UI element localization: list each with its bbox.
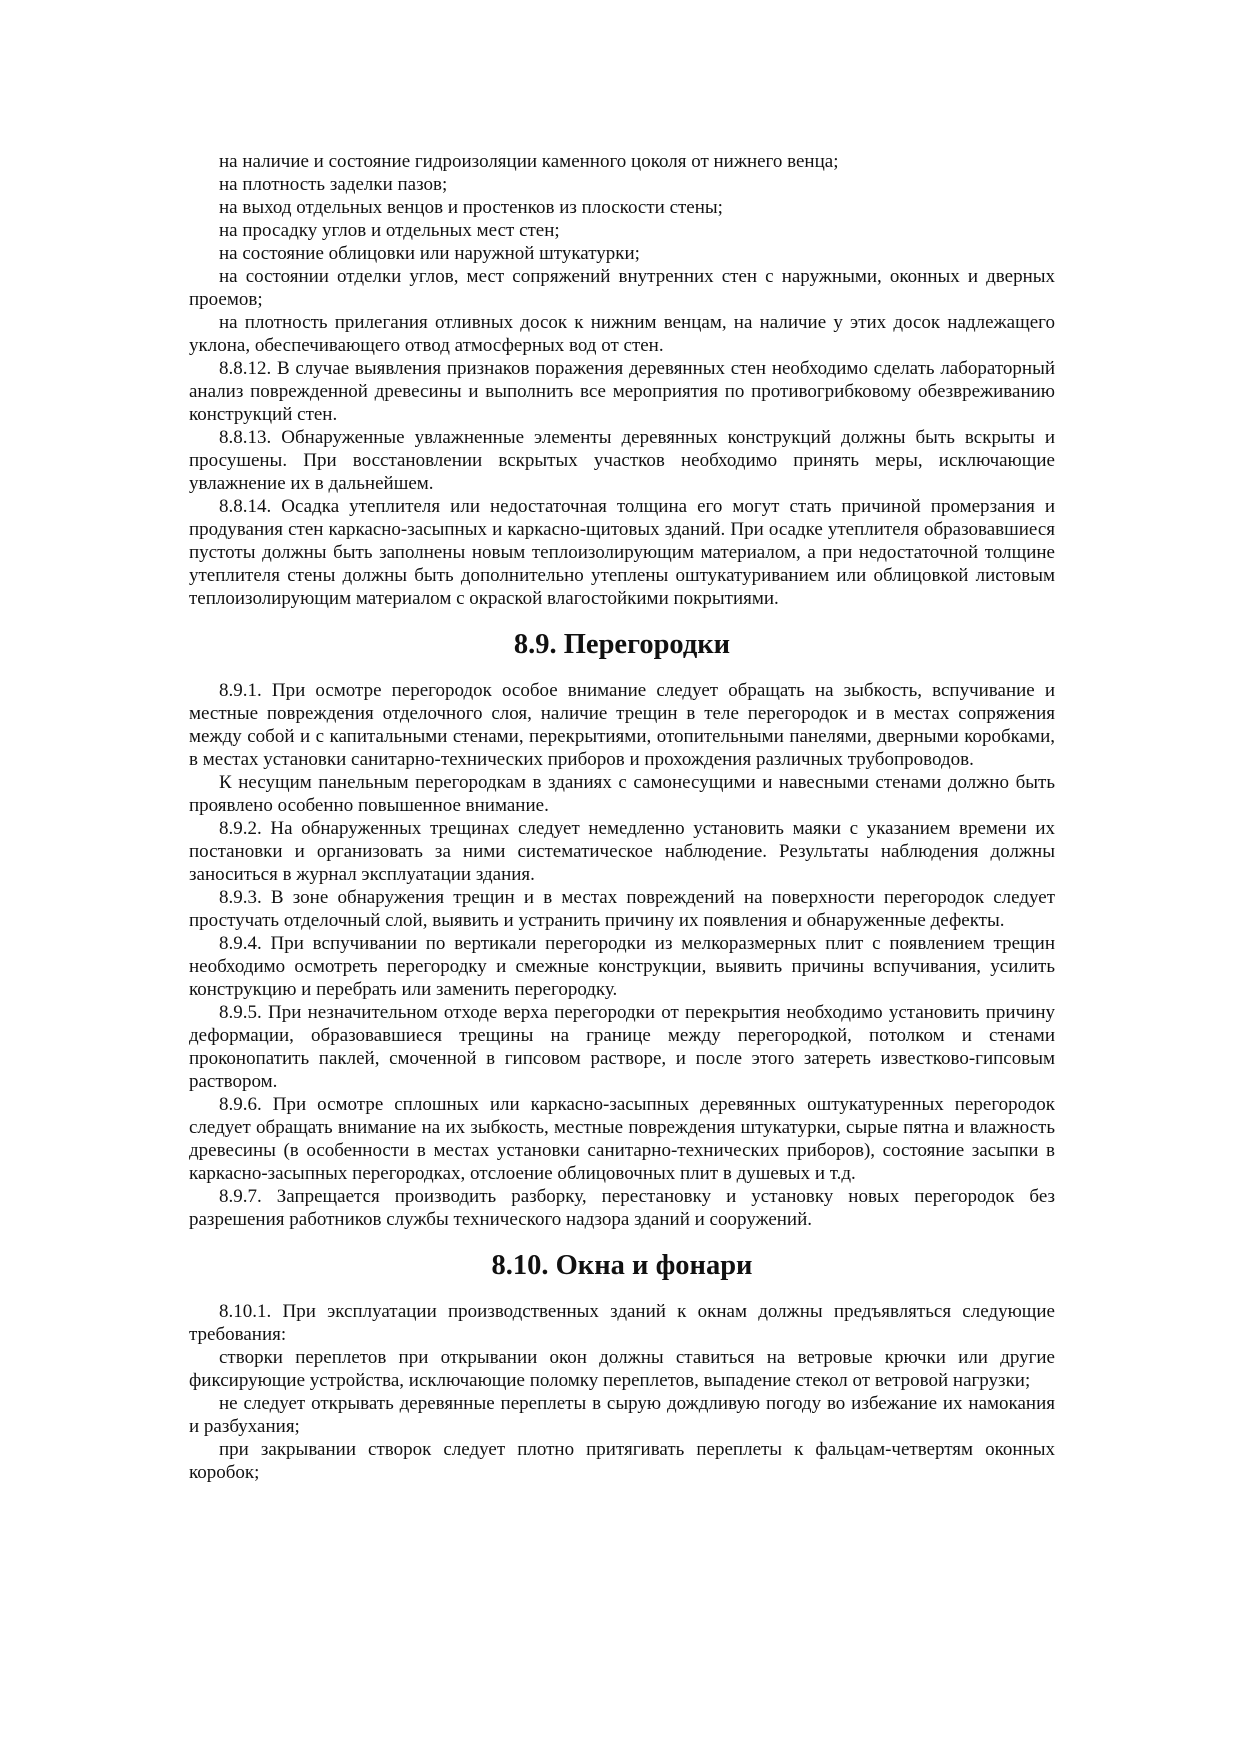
list-item: на плотность заделки пазов; [219, 174, 448, 195]
list-item: на плотность прилегания отливных досок к нижним венцам, на наличие у этих досок надлежащего уклона, обеспечивающего отвод атмосферных вод от стен. [189, 312, 1055, 356]
paragraph-8-9-7: 8.9.7. Запрещается производить разборку, перестановку и установку новых перегородок без разрешения работников службы технического надзора зданий и сооружений. [189, 1186, 1055, 1230]
paragraph-8-8-13: 8.8.13. Обнаруженные увлажненные элементы деревянных конструкций должны быть вскрыты и просушены. При восстановлении вскрытых участков необходимо принять меры, исключающие увлажнение их в дальнейшем. [189, 427, 1055, 494]
document-page [189, 150, 1055, 1484]
list-item: створки переплетов при открывании окон должны ставиться на ветровые крючки или другие фиксирующие устройства, исключающие поломку переплетов, выпадение стекол от ветровой нагрузки; [189, 1347, 1055, 1391]
paragraph-8-9-1: 8.9.1. При осмотре перегородок особое внимание следует обращать на зыбкость, вспучивание и местные повреждения отделочного слоя, наличие трещин в теле перегородок и в местах сопряжения между собой и с капитальными стенами, перекрытиями, отопительными панелями, дверными коробками, в местах установки санитарно-технических приборов и прохождения различных трубопроводов. [189, 680, 1055, 770]
list-item: на состояние облицовки или наружной штукатурки; [219, 243, 640, 264]
wall-inspection-block [189, 150, 1055, 610]
list-item: при закрывании створок следует плотно притягивать переплеты к фальцам-четвертям оконных коробок; [189, 1439, 1055, 1483]
section-heading-8-10: 8.10. Окна и фонари [491, 1250, 753, 1281]
list-item: на состоянии отделки углов, мест сопряжений внутренних стен с наружными, оконных и дверных проемов; [189, 266, 1055, 310]
section-8-10-body [189, 1300, 1055, 1484]
section-heading-8-9: 8.9. Перегородки [513, 629, 731, 660]
paragraph-8-8-12: 8.8.12. В случае выявления признаков поражения деревянных стен необходимо сделать лабораторный анализ поврежденной древесины и выполнить все мероприятия по противогрибковому обезвреживанию конструкций стен. [189, 358, 1055, 425]
list-item: не следует открывать деревянные переплеты в сырую дождливую погоду во избежание их намокания и разбухания; [189, 1393, 1055, 1437]
list-item: на наличие и состояние гидроизоляции каменного цоколя от нижнего венца; [219, 151, 839, 172]
list-item: на просадку углов и отдельных мест стен; [219, 220, 560, 241]
paragraph-8-9-5: 8.9.5. При незначительном отходе верха перегородки от перекрытия необходимо установить причину деформации, образовавшиеся трещины на границе между перегородкой, потолком и стенами проконопатить паклей, смоченной в гипсовом растворе, и после этого затереть известково-гипсовым раствором. [189, 1002, 1055, 1092]
section-8-9-body [189, 679, 1055, 1231]
paragraph-8-9-4: 8.9.4. При вспучивании по вертикали перегородки из мелкоразмерных плит с появлением трещин необходимо осмотреть перегородку и смежные конструкции, выявить причины вспучивания, усилить конструкцию и перебрать или заменить перегородку. [189, 933, 1055, 1000]
list-item: на выход отдельных венцов и простенков из плоскости стены; [219, 197, 723, 218]
paragraph-8-9-2: 8.9.2. На обнаруженных трещинах следует немедленно установить маяки с указанием времени их постановки и организовать за ними систематическое наблюдение. Результаты наблюдения должны заноситься в журнал эксплуатации здания. [189, 818, 1055, 885]
paragraph-8-8-14: 8.8.14. Осадка утеплителя или недостаточная толщина его могут стать причиной промерзания и продувания стен каркасно-засыпных и каркасно-щитовых зданий. При осадке утеплителя образовавшиеся пустоты должны быть заполнены новым теплоизолирующим материалом, а при недостаточной толщине утеплителя стены должны быть дополнительно утеплены оштукатуриванием или облицовкой листовым теплоизолирующим материалом с окраской влагостойкими покрытиями. [189, 496, 1055, 609]
paragraph-8-9-6: 8.9.6. При осмотре сплошных или каркасно-засыпных деревянных оштукатуренных перегородок следует обращать внимание на их зыбкость, местные повреждения штукатурки, сырые пятна и влажность древесины (в особенности в местах установки санитарно-технических приборов), состояние засыпки в каркасно-засыпных перегородках, отслоение облицовочных плит в душевых и т.д. [189, 1094, 1055, 1184]
paragraph-8-9-3: 8.9.3. В зоне обнаружения трещин и в местах повреждений на поверхности перегородок следует простучать отделочный слой, выявить и устранить причину их появления и обнаруженные дефекты. [189, 887, 1055, 931]
paragraph: К несущим панельным перегородкам в зданиях с самонесущими и навесными стенами должно быть проявлено особенно повышенное внимание. [189, 772, 1055, 816]
paragraph-8-10-1: 8.10.1. При эксплуатации производственных зданий к окнам должны предъявляться следующие требования: [189, 1301, 1055, 1345]
